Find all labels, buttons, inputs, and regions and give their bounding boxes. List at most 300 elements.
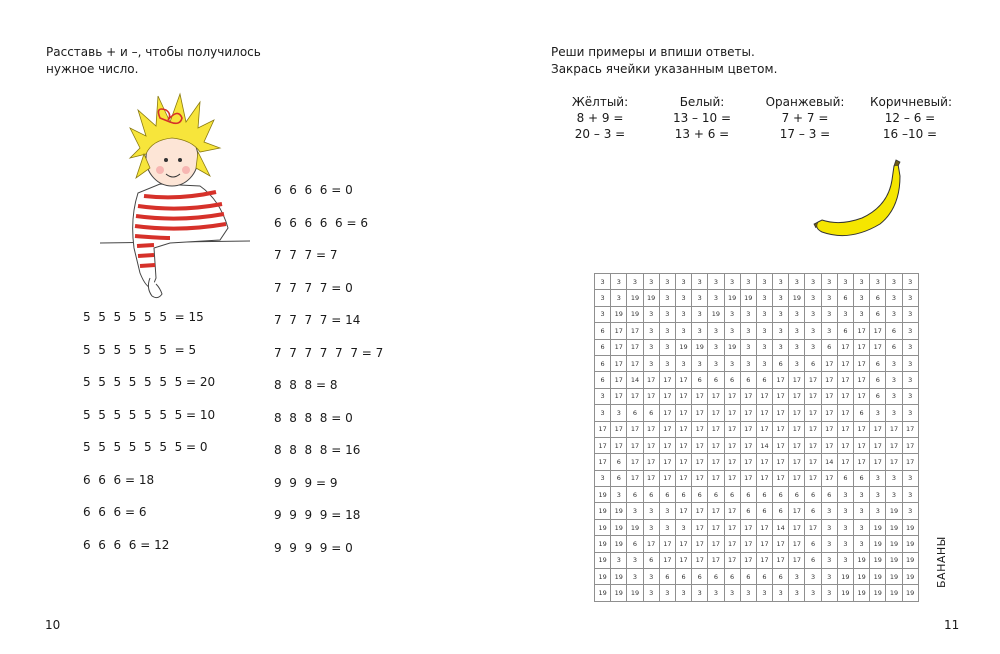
grid-cell[interactable]: 3 <box>627 274 643 290</box>
grid-cell[interactable]: 3 <box>644 356 660 372</box>
grid-cell[interactable]: 6 <box>644 405 660 421</box>
grid-cell[interactable]: 17 <box>838 454 854 470</box>
grid-cell[interactable]: 17 <box>595 438 611 454</box>
grid-cell[interactable]: 3 <box>676 356 692 372</box>
grid-cell[interactable]: 6 <box>692 372 708 388</box>
grid-cell[interactable]: 19 <box>595 536 611 552</box>
grid-cell[interactable]: 17 <box>627 438 643 454</box>
grid-cell[interactable]: 3 <box>595 290 611 306</box>
grid-cell[interactable]: 17 <box>805 422 821 438</box>
grid-cell[interactable]: 19 <box>627 307 643 323</box>
grid-cell[interactable]: 17 <box>854 372 870 388</box>
grid-cell[interactable]: 19 <box>886 585 902 601</box>
grid-cell[interactable]: 14 <box>773 520 789 536</box>
grid-cell[interactable]: 3 <box>611 274 627 290</box>
grid-cell[interactable]: 3 <box>838 536 854 552</box>
grid-cell[interactable]: 6 <box>595 356 611 372</box>
grid-cell[interactable]: 6 <box>886 323 902 339</box>
grid-cell[interactable]: 17 <box>854 454 870 470</box>
grid-cell[interactable]: 3 <box>870 503 886 519</box>
grid-cell[interactable]: 17 <box>692 520 708 536</box>
grid-cell[interactable]: 3 <box>838 553 854 569</box>
grid-cell[interactable]: 19 <box>870 536 886 552</box>
grid-cell[interactable]: 3 <box>805 569 821 585</box>
grid-cell[interactable]: 17 <box>725 520 741 536</box>
grid-cell[interactable]: 3 <box>595 274 611 290</box>
grid-cell[interactable]: 6 <box>660 487 676 503</box>
grid-cell[interactable]: 17 <box>644 372 660 388</box>
grid-cell[interactable]: 17 <box>676 503 692 519</box>
grid-cell[interactable]: 17 <box>676 553 692 569</box>
grid-cell[interactable]: 3 <box>595 389 611 405</box>
grid-cell[interactable]: 6 <box>725 372 741 388</box>
grid-cell[interactable]: 3 <box>757 340 773 356</box>
grid-cell[interactable]: 19 <box>595 503 611 519</box>
grid-cell[interactable]: 3 <box>660 274 676 290</box>
grid-cell[interactable]: 17 <box>708 553 724 569</box>
grid-cell[interactable]: 6 <box>741 372 757 388</box>
grid-cell[interactable]: 19 <box>854 569 870 585</box>
grid-cell[interactable]: 3 <box>903 503 919 519</box>
grid-cell[interactable]: 17 <box>854 356 870 372</box>
grid-cell[interactable]: 17 <box>644 389 660 405</box>
grid-cell[interactable]: 6 <box>757 372 773 388</box>
grid-cell[interactable]: 3 <box>741 340 757 356</box>
grid-cell[interactable]: 17 <box>805 520 821 536</box>
grid-cell[interactable]: 3 <box>822 553 838 569</box>
grid-cell[interactable]: 6 <box>838 471 854 487</box>
grid-cell[interactable]: 3 <box>773 307 789 323</box>
grid-cell[interactable]: 3 <box>644 569 660 585</box>
grid-cell[interactable]: 3 <box>627 503 643 519</box>
grid-cell[interactable]: 6 <box>644 487 660 503</box>
grid-cell[interactable]: 19 <box>611 307 627 323</box>
grid-cell[interactable]: 17 <box>611 323 627 339</box>
grid-cell[interactable]: 3 <box>854 536 870 552</box>
grid-cell[interactable]: 3 <box>789 323 805 339</box>
grid-cell[interactable]: 17 <box>773 438 789 454</box>
grid-cell[interactable]: 3 <box>611 553 627 569</box>
grid-cell[interactable]: 3 <box>676 323 692 339</box>
grid-cell[interactable]: 17 <box>708 405 724 421</box>
grid-cell[interactable]: 6 <box>757 503 773 519</box>
grid-cell[interactable]: 3 <box>676 290 692 306</box>
grid-cell[interactable]: 17 <box>822 438 838 454</box>
grid-cell[interactable]: 17 <box>789 520 805 536</box>
grid-cell[interactable]: 3 <box>886 389 902 405</box>
grid-cell[interactable]: 17 <box>757 553 773 569</box>
grid-cell[interactable]: 3 <box>838 307 854 323</box>
grid-cell[interactable]: 17 <box>805 471 821 487</box>
grid-cell[interactable]: 17 <box>708 503 724 519</box>
grid-cell[interactable]: 17 <box>741 536 757 552</box>
grid-cell[interactable]: 3 <box>644 585 660 601</box>
grid-cell[interactable]: 6 <box>870 372 886 388</box>
grid-cell[interactable]: 17 <box>725 389 741 405</box>
grid-cell[interactable]: 17 <box>789 438 805 454</box>
grid-cell[interactable]: 3 <box>708 290 724 306</box>
grid-cell[interactable]: 3 <box>725 323 741 339</box>
grid-cell[interactable]: 3 <box>644 274 660 290</box>
grid-cell[interactable]: 3 <box>725 585 741 601</box>
grid-cell[interactable]: 19 <box>903 585 919 601</box>
grid-cell[interactable]: 3 <box>903 471 919 487</box>
grid-cell[interactable]: 3 <box>789 569 805 585</box>
grid-cell[interactable]: 3 <box>903 372 919 388</box>
grid-cell[interactable]: 17 <box>838 340 854 356</box>
grid-cell[interactable]: 17 <box>870 323 886 339</box>
grid-cell[interactable]: 19 <box>903 520 919 536</box>
grid-cell[interactable]: 6 <box>611 454 627 470</box>
grid-cell[interactable]: 19 <box>676 340 692 356</box>
grid-cell[interactable]: 3 <box>708 274 724 290</box>
grid-cell[interactable]: 3 <box>660 307 676 323</box>
grid-cell[interactable]: 17 <box>870 422 886 438</box>
grid-cell[interactable]: 17 <box>627 389 643 405</box>
grid-cell[interactable]: 3 <box>854 520 870 536</box>
grid-cell[interactable]: 3 <box>854 274 870 290</box>
grid-cell[interactable]: 17 <box>692 471 708 487</box>
grid-cell[interactable]: 3 <box>773 290 789 306</box>
grid-cell[interactable]: 17 <box>838 422 854 438</box>
grid-cell[interactable]: 3 <box>773 585 789 601</box>
grid-cell[interactable]: 3 <box>805 340 821 356</box>
grid-cell[interactable]: 17 <box>611 422 627 438</box>
grid-cell[interactable]: 17 <box>676 438 692 454</box>
grid-cell[interactable]: 17 <box>757 471 773 487</box>
grid-cell[interactable]: 17 <box>725 438 741 454</box>
grid-cell[interactable]: 3 <box>660 356 676 372</box>
grid-cell[interactable]: 17 <box>676 405 692 421</box>
grid-cell[interactable]: 17 <box>854 438 870 454</box>
grid-cell[interactable]: 3 <box>822 585 838 601</box>
grid-cell[interactable]: 17 <box>611 340 627 356</box>
grid-cell[interactable]: 19 <box>595 569 611 585</box>
grid-cell[interactable]: 17 <box>870 340 886 356</box>
grid-cell[interactable]: 3 <box>708 323 724 339</box>
grid-cell[interactable]: 19 <box>854 553 870 569</box>
grid-cell[interactable]: 17 <box>741 389 757 405</box>
grid-cell[interactable]: 3 <box>676 274 692 290</box>
grid-cell[interactable]: 19 <box>838 569 854 585</box>
grid-cell[interactable]: 17 <box>725 422 741 438</box>
grid-cell[interactable]: 17 <box>660 405 676 421</box>
grid-cell[interactable]: 3 <box>838 487 854 503</box>
grid-cell[interactable]: 19 <box>903 569 919 585</box>
grid-cell[interactable]: 6 <box>627 536 643 552</box>
grid-cell[interactable]: 19 <box>870 585 886 601</box>
grid-cell[interactable]: 19 <box>595 553 611 569</box>
grid-cell[interactable]: 17 <box>741 405 757 421</box>
grid-cell[interactable]: 17 <box>676 389 692 405</box>
grid-cell[interactable]: 6 <box>854 405 870 421</box>
grid-cell[interactable]: 19 <box>870 553 886 569</box>
grid-cell[interactable]: 17 <box>757 520 773 536</box>
grid-cell[interactable]: 6 <box>773 487 789 503</box>
grid-cell[interactable]: 17 <box>660 471 676 487</box>
grid-cell[interactable]: 3 <box>611 487 627 503</box>
grid-cell[interactable]: 3 <box>822 323 838 339</box>
grid-cell[interactable]: 17 <box>708 454 724 470</box>
grid-cell[interactable]: 3 <box>822 274 838 290</box>
grid-cell[interactable]: 19 <box>870 520 886 536</box>
grid-cell[interactable]: 17 <box>676 454 692 470</box>
grid-cell[interactable]: 17 <box>773 454 789 470</box>
grid-cell[interactable]: 3 <box>725 274 741 290</box>
grid-cell[interactable]: 17 <box>692 438 708 454</box>
grid-cell[interactable]: 17 <box>660 389 676 405</box>
grid-cell[interactable]: 19 <box>611 536 627 552</box>
grid-cell[interactable]: 17 <box>870 438 886 454</box>
grid-cell[interactable]: 3 <box>903 405 919 421</box>
grid-cell[interactable]: 3 <box>886 307 902 323</box>
grid-cell[interactable]: 3 <box>692 307 708 323</box>
grid-cell[interactable]: 17 <box>886 438 902 454</box>
grid-cell[interactable]: 17 <box>692 536 708 552</box>
grid-cell[interactable]: 17 <box>854 340 870 356</box>
grid-cell[interactable]: 3 <box>886 290 902 306</box>
grid-cell[interactable]: 17 <box>805 438 821 454</box>
grid-cell[interactable]: 17 <box>789 553 805 569</box>
grid-cell[interactable]: 6 <box>805 536 821 552</box>
grid-cell[interactable]: 17 <box>773 553 789 569</box>
grid-cell[interactable]: 17 <box>725 503 741 519</box>
grid-cell[interactable]: 6 <box>886 340 902 356</box>
grid-cell[interactable]: 6 <box>757 487 773 503</box>
grid-cell[interactable]: 3 <box>822 290 838 306</box>
grid-cell[interactable]: 6 <box>870 389 886 405</box>
grid-cell[interactable]: 17 <box>805 405 821 421</box>
grid-cell[interactable]: 17 <box>676 422 692 438</box>
grid-cell[interactable]: 6 <box>805 553 821 569</box>
grid-cell[interactable]: 3 <box>789 585 805 601</box>
grid-cell[interactable]: 17 <box>692 503 708 519</box>
grid-cell[interactable]: 17 <box>660 553 676 569</box>
grid-cell[interactable]: 17 <box>676 536 692 552</box>
grid-cell[interactable]: 17 <box>838 356 854 372</box>
grid-cell[interactable]: 3 <box>805 274 821 290</box>
grid-cell[interactable]: 17 <box>725 471 741 487</box>
grid-cell[interactable]: 17 <box>822 372 838 388</box>
grid-cell[interactable]: 17 <box>789 471 805 487</box>
grid-cell[interactable]: 17 <box>789 405 805 421</box>
grid-cell[interactable]: 17 <box>789 422 805 438</box>
grid-cell[interactable]: 3 <box>886 471 902 487</box>
grid-cell[interactable]: 17 <box>708 422 724 438</box>
grid-cell[interactable]: 17 <box>741 438 757 454</box>
grid-cell[interactable]: 19 <box>644 290 660 306</box>
grid-cell[interactable]: 6 <box>725 487 741 503</box>
grid-cell[interactable]: 3 <box>660 503 676 519</box>
grid-cell[interactable]: 17 <box>644 536 660 552</box>
grid-cell[interactable]: 6 <box>789 487 805 503</box>
grid-cell[interactable]: 3 <box>692 585 708 601</box>
grid-cell[interactable]: 3 <box>838 503 854 519</box>
grid-cell[interactable]: 17 <box>773 422 789 438</box>
grid-cell[interactable]: 19 <box>627 520 643 536</box>
grid-cell[interactable]: 3 <box>611 405 627 421</box>
grid-cell[interactable]: 3 <box>854 503 870 519</box>
grid-cell[interactable]: 3 <box>627 569 643 585</box>
grid-cell[interactable]: 3 <box>903 487 919 503</box>
grid-cell[interactable]: 3 <box>886 487 902 503</box>
grid-cell[interactable]: 3 <box>789 340 805 356</box>
grid-cell[interactable]: 3 <box>644 323 660 339</box>
grid-cell[interactable]: 17 <box>644 471 660 487</box>
grid-cell[interactable]: 3 <box>903 356 919 372</box>
grid-cell[interactable]: 17 <box>822 422 838 438</box>
grid-cell[interactable]: 19 <box>903 553 919 569</box>
grid-cell[interactable]: 3 <box>692 274 708 290</box>
grid-cell[interactable]: 3 <box>822 520 838 536</box>
grid-cell[interactable]: 17 <box>789 503 805 519</box>
grid-cell[interactable]: 3 <box>854 487 870 503</box>
grid-cell[interactable]: 3 <box>773 340 789 356</box>
grid-cell[interactable]: 19 <box>789 290 805 306</box>
grid-cell[interactable]: 3 <box>903 340 919 356</box>
grid-cell[interactable]: 17 <box>676 372 692 388</box>
grid-cell[interactable]: 3 <box>822 307 838 323</box>
grid-cell[interactable]: 19 <box>627 585 643 601</box>
grid-cell[interactable]: 6 <box>741 487 757 503</box>
grid-cell[interactable]: 17 <box>644 454 660 470</box>
grid-cell[interactable]: 19 <box>595 585 611 601</box>
grid-cell[interactable]: 17 <box>692 553 708 569</box>
grid-cell[interactable]: 17 <box>789 454 805 470</box>
grid-cell[interactable]: 3 <box>708 340 724 356</box>
grid-cell[interactable]: 17 <box>660 422 676 438</box>
grid-cell[interactable]: 17 <box>757 405 773 421</box>
grid-cell[interactable]: 17 <box>627 454 643 470</box>
grid-cell[interactable]: 17 <box>870 454 886 470</box>
grid-cell[interactable]: 17 <box>789 536 805 552</box>
grid-cell[interactable]: 17 <box>660 454 676 470</box>
grid-cell[interactable]: 17 <box>822 471 838 487</box>
grid-cell[interactable]: 17 <box>708 438 724 454</box>
grid-cell[interactable]: 17 <box>903 454 919 470</box>
grid-cell[interactable]: 17 <box>773 405 789 421</box>
grid-cell[interactable]: 3 <box>789 356 805 372</box>
grid-cell[interactable]: 17 <box>692 422 708 438</box>
grid-cell[interactable]: 3 <box>870 487 886 503</box>
grid-cell[interactable]: 19 <box>886 520 902 536</box>
grid-cell[interactable]: 3 <box>757 323 773 339</box>
grid-cell[interactable]: 3 <box>660 290 676 306</box>
grid-cell[interactable]: 17 <box>725 553 741 569</box>
grid-cell[interactable]: 17 <box>627 471 643 487</box>
grid-cell[interactable]: 19 <box>725 290 741 306</box>
grid-cell[interactable]: 14 <box>822 454 838 470</box>
grid-cell[interactable]: 17 <box>708 536 724 552</box>
grid-cell[interactable]: 19 <box>611 585 627 601</box>
grid-cell[interactable]: 17 <box>838 405 854 421</box>
grid-cell[interactable]: 17 <box>692 389 708 405</box>
grid-cell[interactable]: 3 <box>757 274 773 290</box>
grid-cell[interactable]: 3 <box>757 307 773 323</box>
grid-cell[interactable]: 3 <box>660 323 676 339</box>
grid-cell[interactable]: 6 <box>854 471 870 487</box>
grid-cell[interactable]: 6 <box>757 569 773 585</box>
grid-cell[interactable]: 3 <box>676 585 692 601</box>
grid-cell[interactable]: 3 <box>725 307 741 323</box>
grid-cell[interactable]: 17 <box>741 422 757 438</box>
grid-cell[interactable]: 17 <box>838 389 854 405</box>
grid-cell[interactable]: 17 <box>708 389 724 405</box>
grid-cell[interactable]: 17 <box>789 372 805 388</box>
grid-cell[interactable]: 17 <box>627 323 643 339</box>
grid-cell[interactable]: 17 <box>660 438 676 454</box>
grid-cell[interactable]: 6 <box>595 340 611 356</box>
grid-cell[interactable]: 17 <box>644 438 660 454</box>
grid-cell[interactable]: 17 <box>660 372 676 388</box>
grid-cell[interactable]: 19 <box>595 520 611 536</box>
grid-cell[interactable]: 3 <box>870 274 886 290</box>
grid-cell[interactable]: 17 <box>692 405 708 421</box>
grid-cell[interactable]: 6 <box>627 405 643 421</box>
grid-cell[interactable]: 3 <box>595 307 611 323</box>
grid-cell[interactable]: 3 <box>757 585 773 601</box>
grid-cell[interactable]: 17 <box>805 389 821 405</box>
grid-cell[interactable]: 19 <box>708 307 724 323</box>
grid-cell[interactable]: 6 <box>676 487 692 503</box>
grid-cell[interactable]: 3 <box>805 323 821 339</box>
grid-cell[interactable]: 19 <box>903 536 919 552</box>
grid-cell[interactable]: 17 <box>854 422 870 438</box>
grid-cell[interactable]: 17 <box>644 422 660 438</box>
grid-cell[interactable]: 3 <box>708 585 724 601</box>
grid-cell[interactable]: 3 <box>741 323 757 339</box>
grid-cell[interactable]: 3 <box>595 471 611 487</box>
grid-cell[interactable]: 17 <box>708 471 724 487</box>
grid-cell[interactable]: 17 <box>627 340 643 356</box>
grid-cell[interactable]: 3 <box>903 290 919 306</box>
grid-cell[interactable]: 6 <box>741 569 757 585</box>
grid-cell[interactable]: 6 <box>644 553 660 569</box>
grid-cell[interactable]: 6 <box>773 569 789 585</box>
grid-cell[interactable]: 17 <box>725 454 741 470</box>
grid-cell[interactable]: 3 <box>903 274 919 290</box>
grid-cell[interactable]: 3 <box>805 585 821 601</box>
grid-cell[interactable]: 19 <box>886 553 902 569</box>
grid-cell[interactable]: 6 <box>838 290 854 306</box>
grid-cell[interactable]: 3 <box>854 290 870 306</box>
grid-cell[interactable]: 17 <box>757 422 773 438</box>
grid-cell[interactable]: 3 <box>757 290 773 306</box>
grid-cell[interactable]: 3 <box>773 323 789 339</box>
grid-cell[interactable]: 17 <box>822 356 838 372</box>
grid-cell[interactable]: 3 <box>692 356 708 372</box>
grid-cell[interactable]: 3 <box>838 274 854 290</box>
grid-cell[interactable]: 17 <box>611 389 627 405</box>
grid-cell[interactable]: 6 <box>805 487 821 503</box>
grid-cell[interactable]: 17 <box>773 372 789 388</box>
grid-cell[interactable]: 17 <box>838 372 854 388</box>
grid-cell[interactable]: 17 <box>660 536 676 552</box>
grid-cell[interactable]: 3 <box>676 307 692 323</box>
grid-cell[interactable]: 6 <box>611 471 627 487</box>
grid-cell[interactable]: 19 <box>886 569 902 585</box>
grid-cell[interactable]: 17 <box>903 422 919 438</box>
grid-cell[interactable]: 17 <box>854 323 870 339</box>
grid-cell[interactable]: 17 <box>611 372 627 388</box>
grid-cell[interactable]: 3 <box>644 340 660 356</box>
grid-cell[interactable]: 17 <box>757 536 773 552</box>
grid-cell[interactable]: 17 <box>886 454 902 470</box>
grid-cell[interactable]: 6 <box>660 569 676 585</box>
grid-cell[interactable]: 6 <box>773 503 789 519</box>
grid-cell[interactable]: 17 <box>822 389 838 405</box>
grid-cell[interactable]: 17 <box>773 536 789 552</box>
